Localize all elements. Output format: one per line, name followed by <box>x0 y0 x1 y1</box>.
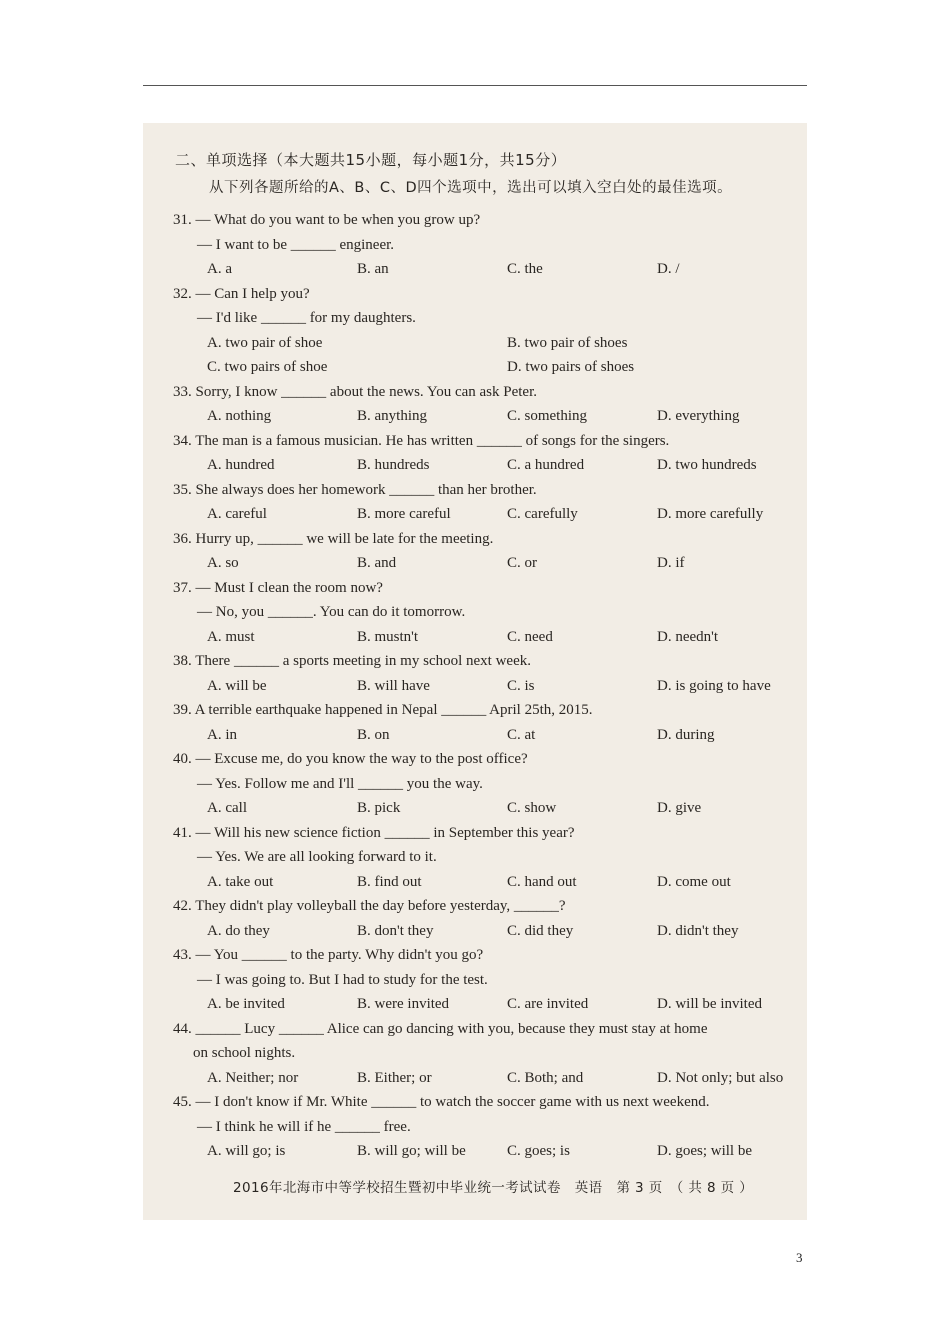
question-line: — No, you ______. You can do it tomorrow. <box>197 604 466 620</box>
question-line: on school nights. <box>193 1045 296 1061</box>
answer-option: A. careful <box>207 506 267 522</box>
answer-option: B. don't they <box>357 922 434 939</box>
answer-option: A. Neither; nor <box>207 1069 299 1086</box>
answer-option: C. need <box>507 628 553 645</box>
answer-option: C. is <box>507 677 535 694</box>
answer-option: A. nothing <box>207 408 272 424</box>
answer-option: C. something <box>507 408 588 424</box>
answer-option: A. so <box>207 555 239 571</box>
question-line: — I want to be ______ engineer. <box>197 236 395 253</box>
answer-option: D. more carefully <box>657 506 764 522</box>
answer-option: D. if <box>657 555 685 571</box>
question-stem: 34. The man is a famous musician. He has written ______ of songs for the singers. <box>173 432 670 449</box>
answer-option: C. at <box>507 726 536 743</box>
question-stem: 41. — Will his new science fiction ______ in September this year? <box>173 824 575 841</box>
answer-option: D. two hundreds <box>657 457 757 473</box>
answer-option: D. needn't <box>657 628 719 645</box>
answer-option: B. on <box>357 726 390 743</box>
answer-option: C. Both; and <box>507 1069 584 1086</box>
question-stem: 40. — Excuse me, do you know the way to the post office? <box>173 751 528 767</box>
question-stem: 31. — What do you want to be when you grow up? <box>173 212 481 228</box>
answer-option: B. will go; will be <box>357 1143 466 1159</box>
answer-option: B. Either; or <box>357 1069 432 1086</box>
answer-option: D. two pairs of shoes <box>507 359 635 375</box>
question-line: — I'd like ______ for my daughters. <box>197 310 416 326</box>
page-number: 3 <box>796 1250 803 1265</box>
answer-option: C. are invited <box>507 996 589 1012</box>
question-line: — I was going to. But I had to study for the test. <box>197 971 488 988</box>
answer-option: A. two pair of shoe <box>207 334 323 351</box>
answer-option: B. more careful <box>357 506 451 522</box>
section-title: 二、单项选择（本大题共15小题，每小题1分，共15分） <box>175 151 567 169</box>
question-stem: 44. ______ Lucy ______ Alice can go dancing with you, because they must stay at home <box>173 1020 708 1037</box>
answer-option: B. an <box>357 261 389 277</box>
question-stem: 36. Hurry up, ______ we will be late for the meeting. <box>173 530 494 547</box>
answer-option: D. Not only; but also <box>657 1069 784 1086</box>
question-line: — Yes. Follow me and I'll ______ you the way. <box>197 775 483 792</box>
answer-option: A. in <box>207 726 237 743</box>
question-line: — Yes. We are all looking forward to it. <box>197 849 437 865</box>
answer-option: D. everything <box>657 408 740 424</box>
answer-option: B. two pair of shoes <box>507 334 628 351</box>
answer-option: A. a <box>207 261 232 277</box>
exam-footer: 2016年北海市中等学校招生暨初中毕业统一考试试卷 英语 第 3 页 （ 共 8 页 ） <box>233 1180 754 1196</box>
question-stem: 35. She always does her homework ______ than her brother. <box>173 481 537 498</box>
question-stem: 43. — You ______ to the party. Why didn't you go? <box>173 947 484 963</box>
question-line: — I think he will if he ______ free. <box>197 1118 411 1135</box>
answer-option: D. will be invited <box>657 996 762 1012</box>
question-stem: 33. Sorry, I know ______ about the news. You can ask Peter. <box>173 383 537 400</box>
answer-option: C. the <box>507 261 543 277</box>
question-stem: 38. There ______ a sports meeting in my school next week. <box>173 653 531 669</box>
answer-option: C. show <box>507 800 557 816</box>
answer-option: B. hundreds <box>357 457 430 473</box>
answer-option: D. come out <box>657 873 731 890</box>
answer-option: C. hand out <box>507 873 577 890</box>
answer-option: C. a hundred <box>507 457 585 473</box>
answer-option: A. must <box>207 628 255 645</box>
section-instruction: 从下列各题所给的A、B、C、D四个选项中，选出可以填入空白处的最佳选项。 <box>209 180 733 196</box>
answer-option: C. two pairs of shoe <box>207 359 328 375</box>
header-rule <box>143 85 807 86</box>
answer-option: C. carefully <box>507 506 578 522</box>
answer-option: B. anything <box>357 408 427 424</box>
answer-option: D. during <box>657 726 715 743</box>
answer-option: D. / <box>657 261 680 277</box>
scanned-exam-page <box>143 123 807 1220</box>
question-stem: 32. — Can I help you? <box>173 285 310 302</box>
answer-option: A. will be <box>207 677 267 694</box>
question-stem: 45. — I don't know if Mr. White ______ to watch the soccer game with us next weekend. <box>173 1094 710 1110</box>
answer-option: D. goes; will be <box>657 1143 752 1159</box>
answer-option: C. goes; is <box>507 1143 570 1159</box>
answer-option: A. hundred <box>207 457 275 473</box>
answer-option: C. or <box>507 555 537 571</box>
question-stem: 37. — Must I clean the room now? <box>173 579 383 596</box>
answer-option: D. give <box>657 800 702 816</box>
question-stem: 39. A terrible earthquake happened in Nepal ______ April 25th, 2015. <box>173 702 593 718</box>
answer-option: A. take out <box>207 873 274 890</box>
answer-option: D. didn't they <box>657 922 739 939</box>
answer-option: B. were invited <box>357 996 450 1012</box>
answer-option: B. and <box>357 555 397 571</box>
answer-option: D. is going to have <box>657 677 771 694</box>
answer-option: B. find out <box>357 873 422 890</box>
answer-option: A. do they <box>207 922 270 939</box>
question-stem: 42. They didn't play volleyball the day before yesterday, ______? <box>173 898 566 914</box>
answer-option: A. call <box>207 800 247 816</box>
answer-option: C. did they <box>507 922 574 939</box>
answer-option: A. will go; is <box>207 1143 286 1159</box>
answer-option: B. will have <box>357 677 430 694</box>
answer-option: A. be invited <box>207 996 285 1012</box>
answer-option: B. mustn't <box>357 628 419 645</box>
answer-option: B. pick <box>357 800 401 816</box>
